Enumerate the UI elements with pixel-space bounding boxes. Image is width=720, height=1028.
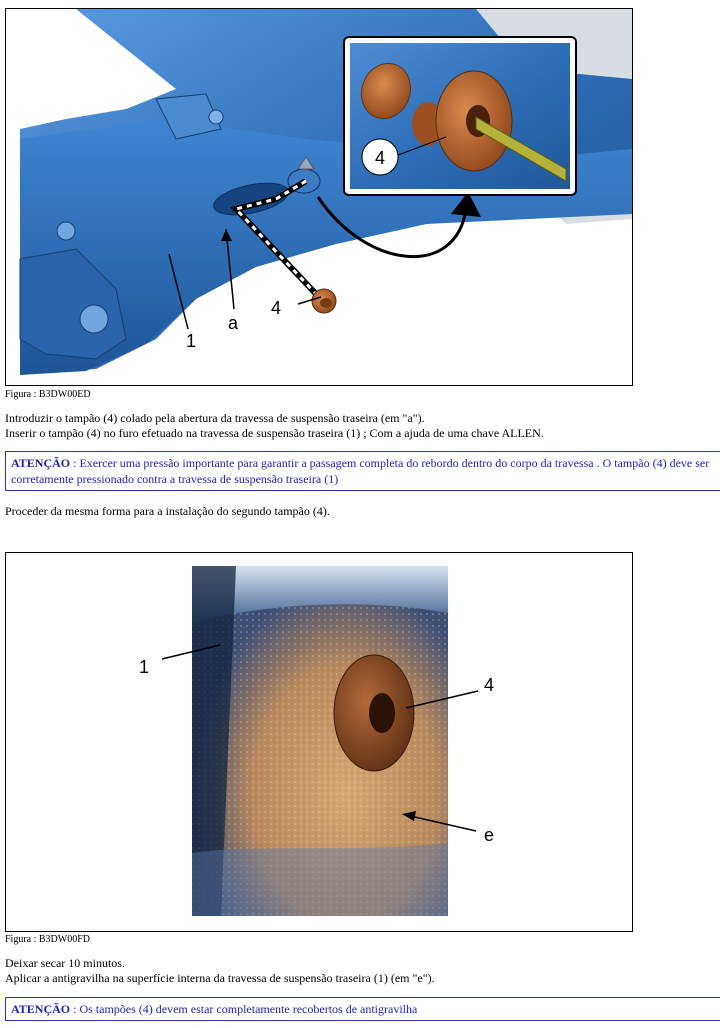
figure-2-caption: Figura : B3DW00FD (5, 934, 90, 945)
figure-1-label-4-inset: 4 (374, 148, 386, 168)
attention-text: : Exercer uma pressão importante para garantir a passagem completa do rebordo dentro do corpo da travessa . O tampão (4) deve ser corretamente pressionado contra a travessa de suspensão traseira (1) (11, 456, 710, 486)
figure-1-illustration (6, 9, 632, 385)
figure-1-caption: Figura : B3DW00ED (5, 389, 91, 400)
attention-text: : Os tampões (4) devem estar completamente recobertos de antigravilha (70, 1002, 418, 1016)
instruction-line-2: Inserir o tampão (4) no furo efetuado na travessa de suspensão traseira (1) ; Com a ajuda de uma chave ALLEN. (5, 426, 544, 440)
attention-box-2 (5, 997, 720, 1021)
figure-2-label-e: e (484, 825, 495, 845)
figure-2-frame (5, 552, 633, 932)
figure-1-label-4: 4 (271, 298, 282, 318)
figure-2-label-1: 1 (139, 657, 150, 677)
figure-1-label-1: 1 (186, 331, 197, 351)
figure-2-illustration (6, 553, 632, 931)
instruction-line-4: Deixar secar 10 minutos. (5, 956, 125, 970)
instruction-line-1: Introduzir o tampão (4) colado pela abertura da travessa de suspensão traseira (em "a"). (5, 411, 425, 425)
figure-1-frame (5, 8, 633, 386)
figure-1-label-a: a (228, 313, 239, 333)
instruction-line-3: Proceder da mesma forma para a instalação do segundo tampão (4). (5, 504, 330, 518)
instruction-line-5: Aplicar a antigravilha na superfície interna da travessa de suspensão traseira (1) (em "e"). (5, 971, 435, 985)
attention-keyword: ATENÇÃO (11, 456, 71, 470)
attention-box-1 (5, 451, 720, 491)
figure-2-label-4: 4 (484, 675, 495, 695)
attention-keyword: ATENÇÃO (11, 1002, 71, 1016)
